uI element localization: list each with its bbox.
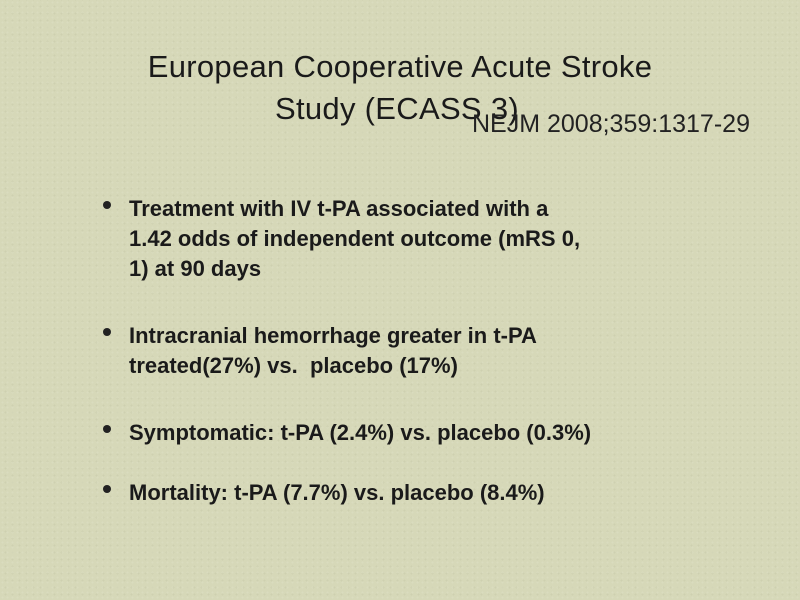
bullet-text	[129, 194, 749, 284]
bullet-dot-icon	[103, 425, 111, 433]
bullet-text-line: treated(27%) vs. placebo (17%)	[129, 353, 458, 378]
bullet-text-line: Treatment with IV t-PA associated with a	[129, 196, 549, 221]
citation: NEJM 2008;359:1317-29	[472, 110, 750, 138]
bullet-text-line: 1) at 90 days	[129, 256, 262, 281]
bullet-dot-icon	[103, 328, 111, 336]
bullet-text	[129, 478, 749, 508]
bullet-text	[129, 321, 749, 381]
bullet-text-line: Symptomatic: t-PA (2.4%) vs. placebo (0.3%)	[129, 420, 592, 445]
bullet-text-line: Intracranial hemorrhage greater in t-PA	[129, 323, 537, 348]
slide-title-line-1: European Cooperative Acute Stroke	[147, 49, 653, 84]
bullet-text	[129, 418, 749, 448]
bullet-text-line: 1.42 odds of independent outcome (mRS 0,	[129, 226, 581, 251]
bullet-text-line: Mortality: t-PA (7.7%) vs. placebo (8.4%)	[129, 480, 545, 505]
bullet-dot-icon	[103, 201, 111, 209]
slide-title-line-2: Study (ECASS 3)	[275, 91, 519, 126]
bullet-dot-icon	[103, 485, 111, 493]
